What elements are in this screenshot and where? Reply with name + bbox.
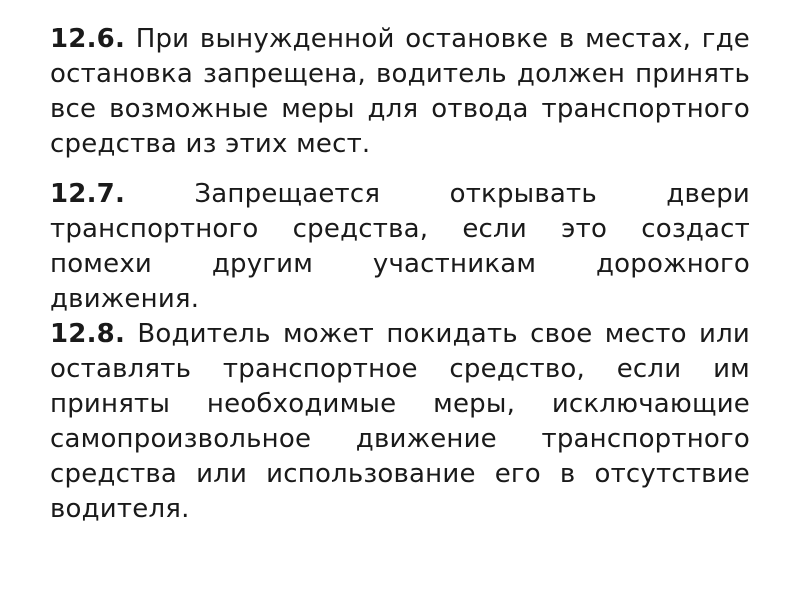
rule-number: 12.7. <box>50 179 126 209</box>
rule-number: 12.8. <box>50 319 126 349</box>
rule-text: Запрещается открывать двери транспортного средства, если это создаст помехи другим участникам дорожного движения. <box>50 179 750 314</box>
rule-text: Водитель может покидать свое место или оставлять транспортное средство, если им приняты необходимые меры, исключающие самопроизвольное движение транспортного средства или использование его в отсутствие водителя. <box>50 319 750 524</box>
rule-paragraph-12-6 <box>50 22 750 162</box>
rule-number: 12.6. <box>50 24 126 54</box>
rule-paragraph-12-8 <box>50 317 750 527</box>
rules-text-block <box>50 22 750 527</box>
rule-paragraph-12-7 <box>50 177 750 317</box>
rule-text: При вынужденной остановке в местах, где остановка запрещена, водитель должен принять все возможные меры для отвода транспортного средства из этих мест. <box>50 24 751 159</box>
